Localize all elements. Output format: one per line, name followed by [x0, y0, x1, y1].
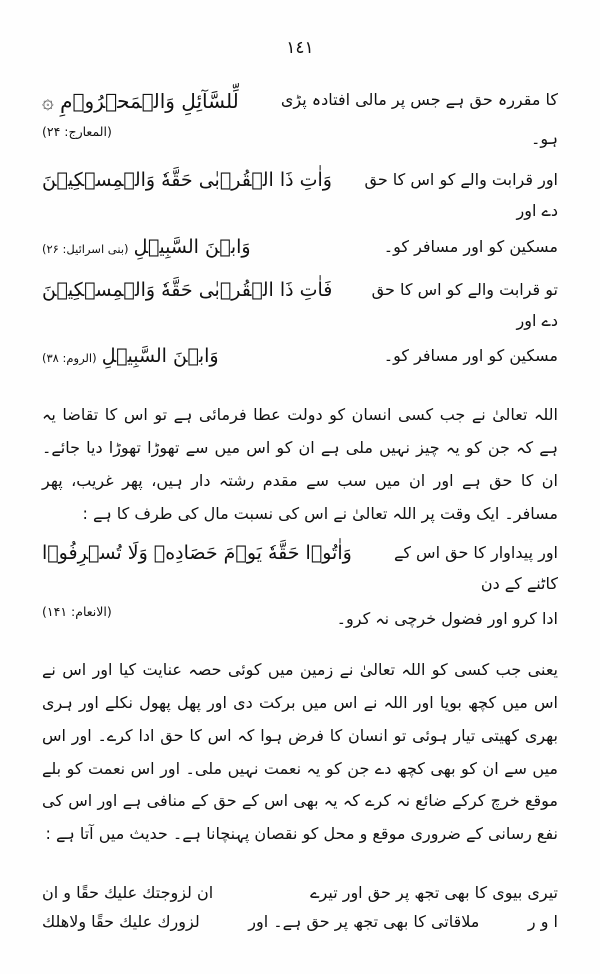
verse-4-arabic: وَاٰتُوۡا حَقَّهٗ يَوۡمَ حَصَادِهٖ وَلَا تُسۡرِفُوۡا [42, 541, 352, 564]
verse-row-2b [42, 231, 558, 264]
hadith-urdu-2-tail: ا و ر [527, 911, 558, 931]
verse-2-urdu2: مسکین کو اور مسافر کو۔ [383, 236, 558, 256]
hadith-arabic-2: لزورك عليك حقًا ولاهلك [42, 911, 200, 931]
hadith-urdu-2: ملاقاتی کا بھی تجھ پر حق ہے۔ اور [248, 911, 480, 931]
verse-row-2 [42, 164, 558, 226]
verse-2-reference: (بنی اسرائیل: ۲۶) [42, 241, 129, 256]
verse-row-3b [42, 340, 558, 373]
verse-2-urdu: اور قرابت والے کو اس کا حق دے اور [364, 170, 558, 221]
hadith-urdu-1: تیری بیوی کا بھی تجھ پر حق اور تیرے [310, 882, 558, 902]
verse-4-urdu-tail: ادا کرو اور فضول خرچی نہ کرو۔ [336, 609, 558, 628]
verse-4-meta-row [42, 603, 558, 634]
page-number: ١٤١ [286, 38, 314, 58]
verse-1-arabic: لِّلسَّآئِلِ وَالۡمَحۡرُوۡمِ ۞ [42, 89, 239, 113]
verse-row-1 [42, 84, 558, 119]
verse-1-reference: (المعارج: ۲۴) [42, 124, 112, 139]
verse-3-arabic2: وَابۡنَ السَّبِيۡلِ [101, 345, 219, 368]
verse-3-arabic2-group [42, 340, 219, 373]
verse-4-urdu: اور پیداوار کا حق اس کے کاٹنے کے دن [393, 542, 558, 593]
verse-row-4 [42, 537, 558, 599]
verse-3-reference: (الروم: ۳۸) [42, 351, 97, 366]
verse-3-arabic: فَاٰتِ ذَا الۡقُرۡبٰی حَقَّهٗ وَالۡمِسۡكِيۡنَ [42, 278, 333, 301]
verse-2-arabic2: وَابۡنَ السَّبِيۡلِ [133, 235, 251, 258]
verse-1-urdu-tail: ہو۔ [530, 129, 558, 148]
hadith-row-1 [42, 883, 558, 902]
verse-row-3 [42, 274, 558, 336]
verse-3-urdu: تو قرابت والے کو اس کا حق دے اور [371, 279, 558, 330]
verse-4-reference: (الانعام: ۱۴۱) [42, 604, 112, 619]
verse-2-arabic2-group [42, 231, 251, 264]
paragraph-2: یعنی جب کسی کو اللہ تعالیٰ نے زمین میں کوئی حصہ عنایت کیا اور اس نے اس میں کچھ بویا اور اللہ نے اس میں برکت دی اور پھل پھول نکلے اور ہری بھری کھیتی تیار ہوئی تو انسان کا فرض ہوا کہ اس کا حق ادا کرے۔ اور اس میں سے ان کو بھی کچھ دے جن کو یہ نعمت نہیں ملی۔ اور اس نعمت کو بلے موقع خرچ کرکے ضائع نہ کرے کہ یہ بھی اس کے حق کے منافی ہے اور اس کی نفع رسانی کے ضروری موقع و محل کو نقصان پہنچانا ہے۔ حدیث میں آتا ہے : [42, 660, 558, 844]
hadith-row-2 [42, 912, 558, 931]
hadith-block [42, 883, 558, 931]
verse-1-meta-row [42, 123, 558, 154]
verse-3-urdu2: مسکین کو اور مسافر کو۔ [383, 346, 558, 366]
paragraph-1: اللہ تعالیٰ نے جب کسی انسان کو دولت عطا فرمائی ہے تو اس کا تقاضا یہ ہے کہ جن کو یہ چیز نہیں ملی ہے ان کو اس میں سے تھوڑا تھوڑا دیا جائے۔ ان کا حق ہے اور ان میں سب سے مقدم رشتہ دار ہیں، پھر غریب، پھر مسافر۔ ایک وقت پر اللہ تعالیٰ نے اس کی نسبت مال کی طرف کا ہے : [42, 405, 558, 523]
hadith-arabic-1: ان لزوجتك عليك حقًا و ان [42, 882, 214, 902]
verse-2-arabic: وَاٰتِ ذَا الۡقُرۡبٰی حَقَّهٗ وَالۡمِسۡكِيۡنَ [42, 169, 332, 192]
verse-1-urdu: کا مقررہ حق ہے جس پر مالی افتادہ پڑی [280, 90, 558, 109]
